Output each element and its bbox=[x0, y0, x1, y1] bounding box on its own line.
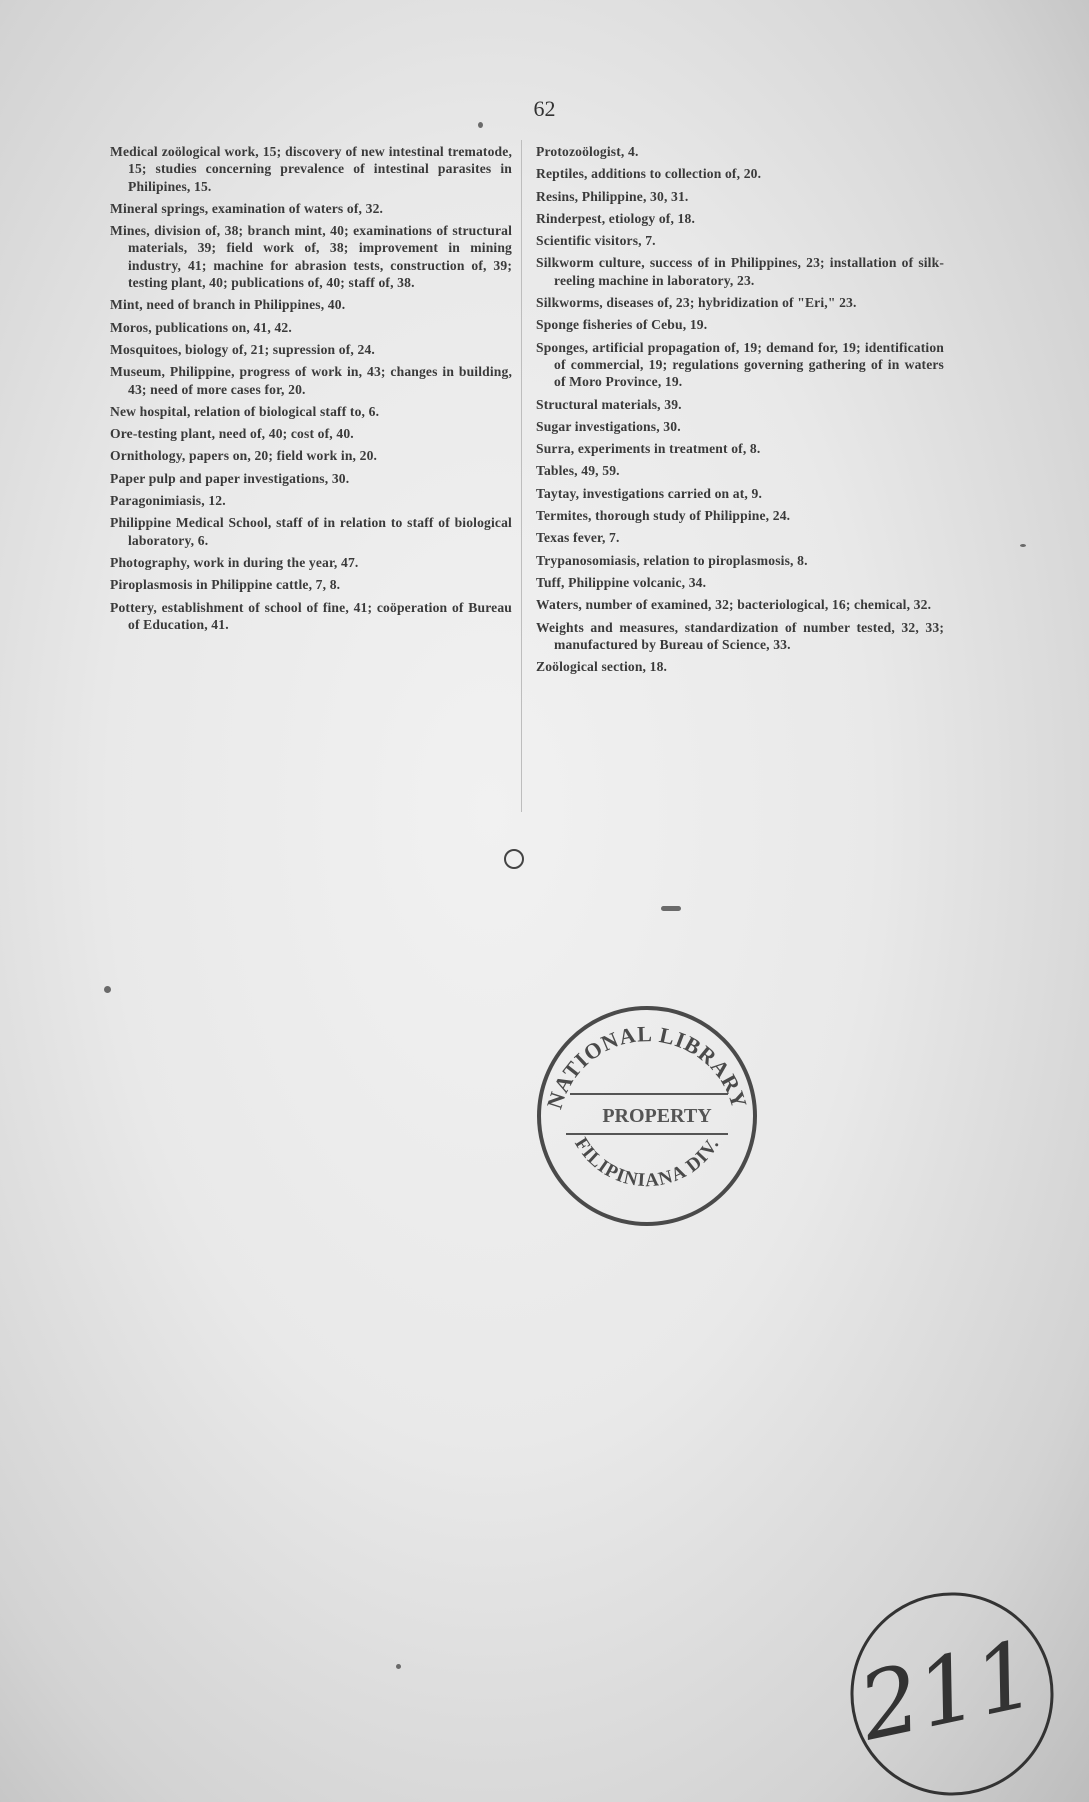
index-entry: Mineral springs, examination of waters of, 32. bbox=[110, 200, 384, 216]
index-entry: Sponge fisheries of Cebu, 19. bbox=[536, 317, 708, 333]
index-entry: Sugar investigations, 30. bbox=[536, 418, 681, 434]
index-entry: Silkworms, diseases of, 23; hybridization of "Eri," 23. bbox=[536, 295, 857, 311]
index-entry: Trypanosomiasis, relation to piroplasmosis, 8. bbox=[536, 552, 808, 568]
index-entry: Piroplasmosis in Philippine cattle, 7, 8. bbox=[110, 577, 341, 593]
handwritten-number: 211 bbox=[850, 1620, 1045, 1762]
library-stamp-icon bbox=[532, 998, 762, 1234]
index-entry: Photography, work in during the year, 47. bbox=[110, 554, 359, 570]
column-divider bbox=[521, 140, 522, 812]
index-entry: Scientific visitors, 7. bbox=[536, 233, 656, 249]
speck-icon bbox=[104, 986, 111, 993]
index-entry: Medical zoölogical work, 15; discovery of new intestinal trematode, 15; studies concerning prevalence of intestinal parasites in Philipines, 15. bbox=[110, 144, 512, 194]
index-entry: Paper pulp and paper investigations, 30. bbox=[110, 470, 350, 486]
page-number: 62 bbox=[533, 96, 556, 121]
index-entry: Tables, 49, 59. bbox=[536, 463, 620, 479]
handwritten-number-icon bbox=[832, 1572, 1062, 1802]
index-entry: Waters, number of examined, 32; bacteriological, 16; chemical, 32. bbox=[536, 597, 932, 613]
index-entry: Museum, Philippine, progress of work in, 43; changes in building, 43; need of more cases for, 20. bbox=[110, 364, 512, 397]
stamp-top-text: NATIONAL LIBRARY bbox=[541, 1021, 753, 1112]
index-entry: Weights and measures, standardization of number tested, 32, 33; manufactured by Bureau of Science, 33. bbox=[536, 619, 944, 652]
index-entry: Reptiles, additions to collection of, 20. bbox=[536, 166, 762, 182]
index-entry: Mint, need of branch in Philippines, 40. bbox=[110, 297, 346, 313]
speck-icon bbox=[1020, 544, 1026, 547]
index-entry: Ore-testing plant, need of, 40; cost of, 40. bbox=[110, 426, 354, 442]
index-entry: Rinderpest, etiology of, 18. bbox=[536, 210, 696, 226]
index-entry: Pottery, establishment of school of fine, 41; coöperation of Bureau of Education, 41. bbox=[110, 599, 512, 632]
index-entry: Moros, publications on, 41, 42. bbox=[110, 319, 292, 335]
speck-icon bbox=[478, 122, 483, 128]
speck-icon bbox=[661, 906, 681, 911]
circle-mark-icon bbox=[504, 849, 524, 869]
index-entry: New hospital, relation of biological staff to, 6. bbox=[110, 403, 380, 419]
index-entry: Tuff, Philippine volcanic, 34. bbox=[536, 574, 707, 590]
index-entry: Protozoölogist, 4. bbox=[536, 144, 639, 159]
index-column-right bbox=[536, 143, 944, 680]
index-entry: Texas fever, 7. bbox=[536, 530, 620, 546]
index-entry: Structural materials, 39. bbox=[536, 396, 682, 412]
index-entry: Termites, thorough study of Philippine, 24. bbox=[536, 508, 791, 524]
index-entry: Philippine Medical School, staff of in relation to staff of biological laboratory, 6. bbox=[110, 515, 512, 548]
index-entry: Mines, division of, 38; branch mint, 40; examinations of structural materials, 39; field work of, 38; improvement in mining industry, 41; machine for abrasion tests, construction of, 39; testing plant, 40; publications of, 40; staff of, 38. bbox=[110, 223, 512, 291]
index-entry: Resins, Philippine, 30, 31. bbox=[536, 188, 689, 204]
speck-icon bbox=[396, 1664, 401, 1669]
index-entry: Mosquitoes, biology of, 21; supression of, 24. bbox=[110, 341, 375, 357]
index-entry: Ornithology, papers on, 20; field work in, 20. bbox=[110, 448, 378, 464]
index-entry: Zoölogical section, 18. bbox=[536, 659, 668, 675]
index-entry: Surra, experiments in treatment of, 8. bbox=[536, 441, 761, 457]
svg-text:FILIPINIANA DIV. bbox=[570, 1134, 724, 1191]
index-entry: Paragonimiasis, 12. bbox=[110, 493, 226, 509]
index-entry: Taytay, investigations carried on at, 9. bbox=[536, 485, 763, 501]
stamp-bottom-text: FILIPINIANA DIV. bbox=[570, 1134, 724, 1192]
stamp-middle-text: PROPERTY bbox=[602, 1105, 712, 1127]
index-column-left bbox=[110, 143, 512, 638]
index-entry: Sponges, artificial propagation of, 19; demand for, 19; identification of commercial, 19; regulations governing gathering of in waters of Moro Province, 19. bbox=[536, 339, 944, 390]
index-entry: Silkworm culture, success of in Philippines, 23; installation of silk-reeling machine in laboratory, 23. bbox=[536, 255, 944, 288]
